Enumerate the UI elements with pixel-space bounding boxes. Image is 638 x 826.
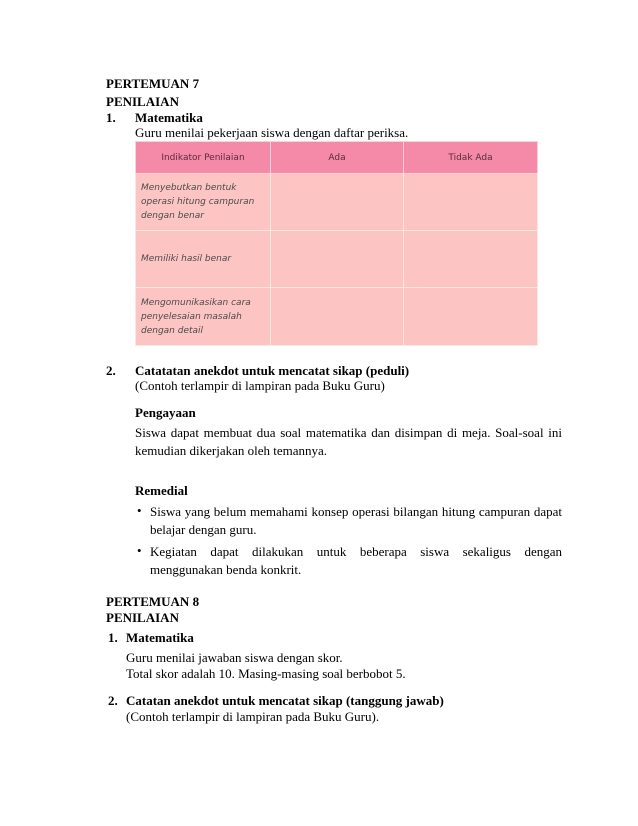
- indicator-cell: [136, 288, 271, 346]
- indicator-cell: [136, 231, 271, 288]
- indicator-line: Mengomunikasikan cara: [141, 297, 251, 308]
- tidak-ada-cell: [404, 174, 538, 231]
- item-number: 2.: [108, 693, 118, 708]
- ada-cell: [271, 174, 404, 231]
- heading-penilaian: PENILAIAN: [106, 610, 179, 625]
- item-note: (Contoh terlampir di lampiran pada Buku Guru).: [126, 709, 380, 724]
- pengayaan-text: Siswa dapat membuat dua soal matematika dan disimpan di meja. Soal-soal ini kemudian dikerjakan oleh temannya.: [135, 425, 562, 458]
- indicator-line: penyelesaian masalah: [141, 311, 242, 322]
- item-title: Catatatan anekdot untuk mencatat sikap (peduli): [135, 363, 410, 378]
- indicator-line: operasi hitung campuran: [141, 197, 255, 207]
- heading-pertemuan-8: PERTEMUAN 8: [106, 594, 200, 609]
- tidak-ada-cell: [404, 288, 538, 346]
- indicator-line: Memiliki hasil benar: [141, 254, 232, 264]
- tidak-ada-cell: [404, 231, 538, 288]
- pengayaan-title: Pengayaan: [135, 405, 196, 420]
- item-line: Guru menilai jawaban siswa dengan skor.: [126, 650, 343, 665]
- table-header: Tidak Ada: [404, 142, 538, 174]
- list-item-text: Kegiatan dapat dilakukan untuk beberapa siswa sekaligus dengan menggunakan benda konkrit.: [150, 544, 562, 577]
- item-number: 1.: [108, 630, 118, 645]
- table-row: [136, 231, 538, 288]
- indicator-cell: [136, 174, 271, 231]
- item-description: Guru menilai pekerjaan siswa dengan daftar periksa.: [135, 125, 409, 140]
- table-header: Indikator Penilaian: [136, 142, 271, 174]
- remedial-list: [135, 503, 562, 579]
- ada-cell: [271, 288, 404, 346]
- list-item: [135, 543, 562, 579]
- heading-pertemuan-7: PERTEMUAN 7: [106, 76, 200, 91]
- table-row: [136, 174, 538, 231]
- indicator-line: dengan detail: [141, 325, 204, 336]
- bullet-icon: •: [137, 543, 142, 558]
- ada-cell: [271, 231, 404, 288]
- list-item: [135, 503, 562, 539]
- item-number: 1.: [106, 110, 116, 125]
- item-title: Matematika: [126, 630, 194, 645]
- remedial-title: Remedial: [135, 483, 188, 498]
- item-title: Catatan anekdot untuk mencatat sikap (tanggung jawab): [126, 693, 444, 708]
- indicator-line: dengan benar: [141, 211, 204, 221]
- table-header: Ada: [271, 142, 404, 174]
- item-number: 2.: [106, 363, 116, 378]
- bullet-icon: •: [137, 503, 142, 518]
- item-line: Total skor adalah 10. Masing-masing soal berbobot 5.: [126, 666, 406, 681]
- table-row: [136, 288, 538, 346]
- item-note: (Contoh terlampir di lampiran pada Buku Guru): [135, 378, 385, 393]
- assessment-checklist-table: [135, 141, 538, 346]
- list-item-text: Siswa yang belum memahami konsep operasi bilangan hitung campuran dapat belajar dengan guru.: [150, 504, 562, 537]
- item-title: Matematika: [135, 110, 203, 125]
- indicator-line: Menyebutkan bentuk: [141, 183, 237, 193]
- heading-penilaian: PENILAIAN: [106, 94, 179, 109]
